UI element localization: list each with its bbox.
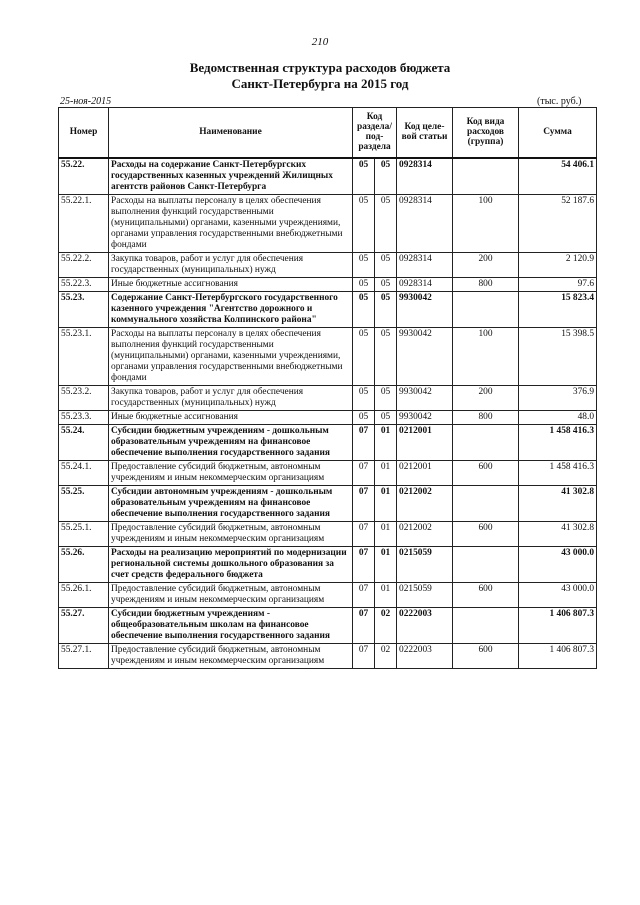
- row-section-code: 05: [353, 252, 375, 277]
- row-section-code: 07: [353, 643, 375, 668]
- row-name: Предоставление субсидий бюджетным, автономным учреждениям и иным некоммерческим организациям: [109, 643, 353, 668]
- row-sum: 1 458 416.3: [519, 460, 597, 485]
- row-number: 55.24.1.: [59, 460, 109, 485]
- budget-table: [58, 107, 597, 669]
- table-header-row: [59, 108, 597, 158]
- table-row: [59, 291, 597, 327]
- row-number: 55.22.: [59, 158, 109, 195]
- row-section-code: 07: [353, 582, 375, 607]
- header-section: Код раздела/ под-раздела: [353, 108, 397, 158]
- row-expense-type-code: 100: [453, 327, 519, 385]
- row-article-code: 0215059: [397, 546, 453, 582]
- row-expense-type-code: [453, 291, 519, 327]
- row-sum: 52 187.6: [519, 194, 597, 252]
- row-subsection-code: 05: [375, 410, 397, 424]
- row-name: Закупка товаров, работ и услуг для обеспечения государственных (муниципальных) нужд: [109, 252, 353, 277]
- row-number: 55.25.: [59, 485, 109, 521]
- row-article-code: 0212001: [397, 460, 453, 485]
- row-article-code: 0928314: [397, 158, 453, 195]
- row-name: Закупка товаров, работ и услуг для обеспечения государственных (муниципальных) нужд: [109, 385, 353, 410]
- document-date: 25-ноя-2015: [60, 96, 112, 107]
- row-article-code: 9930042: [397, 385, 453, 410]
- row-article-code: 0212001: [397, 424, 453, 460]
- row-section-code: 05: [353, 158, 375, 195]
- row-expense-type-code: 600: [453, 582, 519, 607]
- row-section-code: 05: [353, 385, 375, 410]
- header-name: Наименование: [109, 108, 353, 158]
- row-article-code: 9930042: [397, 327, 453, 385]
- row-subsection-code: 05: [375, 291, 397, 327]
- row-name: Субсидии бюджетным учреждениям - дошкольным образовательным учреждениям на финансовое обеспечение выполнения государственного задания: [109, 424, 353, 460]
- row-section-code: 07: [353, 546, 375, 582]
- row-section-code: 05: [353, 277, 375, 291]
- row-sum: 15 823.4: [519, 291, 597, 327]
- header-article: Код целе-вой статьи: [397, 108, 453, 158]
- row-sum: 41 302.8: [519, 521, 597, 546]
- row-expense-type-code: [453, 607, 519, 643]
- row-name: Расходы на содержание Санкт-Петербургских государственных казенных учреждений Жилищных агентств районов Санкт-Петербурга: [109, 158, 353, 195]
- row-name: Расходы на выплаты персоналу в целях обеспечения выполнения функций государственными (муниципальными) органами, казенными учреждениями, органами управления государственными внебюджетными фондами: [109, 327, 353, 385]
- title-line-1: Ведомственная структура расходов бюджета: [189, 60, 451, 75]
- row-article-code: 0212002: [397, 485, 453, 521]
- table-row: [59, 643, 597, 668]
- row-name: Предоставление субсидий бюджетным, автономным учреждениям и иным некоммерческим организациям: [109, 521, 353, 546]
- title-line-2: Санкт-Петербурга на 2015 год: [231, 76, 409, 91]
- row-article-code: 0212002: [397, 521, 453, 546]
- row-number: 55.26.: [59, 546, 109, 582]
- row-sum: 1 406 807.3: [519, 643, 597, 668]
- row-name: Расходы на выплаты персоналу в целях обеспечения выполнения функций государственными (муниципальными) органами, казенными учреждениями, органами управления государственными внебюджетными фондами: [109, 194, 353, 252]
- row-expense-type-code: 600: [453, 521, 519, 546]
- table-row: [59, 410, 597, 424]
- row-subsection-code: 05: [375, 194, 397, 252]
- row-number: 55.23.1.: [59, 327, 109, 385]
- row-section-code: 05: [353, 410, 375, 424]
- row-expense-type-code: 600: [453, 460, 519, 485]
- row-section-code: 05: [353, 327, 375, 385]
- row-article-code: 0222003: [397, 607, 453, 643]
- row-section-code: 07: [353, 460, 375, 485]
- table-row: [59, 521, 597, 546]
- row-subsection-code: 01: [375, 546, 397, 582]
- row-name: Иные бюджетные ассигнования: [109, 410, 353, 424]
- row-section-code: 07: [353, 424, 375, 460]
- row-number: 55.26.1.: [59, 582, 109, 607]
- row-sum: 48.0: [519, 410, 597, 424]
- table-row: [59, 546, 597, 582]
- row-name: Субсидии автономным учреждениям - дошкольным образовательным учреждениям на финансовое обеспечение выполнения государственного задания: [109, 485, 353, 521]
- row-subsection-code: 01: [375, 582, 397, 607]
- row-subsection-code: 01: [375, 485, 397, 521]
- row-name: Расходы на реализацию мероприятий по модернизации региональной системы дошкольного образования за счет средств федерального бюджета: [109, 546, 353, 582]
- row-sum: 41 302.8: [519, 485, 597, 521]
- header-expense-type: Код вида расходов (группа): [453, 108, 519, 158]
- table-row: [59, 277, 597, 291]
- row-subsection-code: 05: [375, 277, 397, 291]
- row-section-code: 05: [353, 291, 375, 327]
- row-expense-type-code: 600: [453, 643, 519, 668]
- row-sum: 376.9: [519, 385, 597, 410]
- row-sum: 43 000.0: [519, 546, 597, 582]
- row-number: 55.27.1.: [59, 643, 109, 668]
- table-body: [59, 158, 597, 669]
- row-subsection-code: 05: [375, 327, 397, 385]
- table-row: [59, 194, 597, 252]
- units-label: (тыс. руб.): [537, 96, 582, 107]
- row-name: Субсидии бюджетным учреждениям - общеобразовательным школам на финансовое обеспечение выполнения государственного задания: [109, 607, 353, 643]
- row-subsection-code: 02: [375, 643, 397, 668]
- row-number: 55.23.: [59, 291, 109, 327]
- row-number: 55.22.2.: [59, 252, 109, 277]
- row-article-code: 0928314: [397, 277, 453, 291]
- table-row: [59, 252, 597, 277]
- row-number: 55.23.2.: [59, 385, 109, 410]
- row-article-code: 9930042: [397, 410, 453, 424]
- row-section-code: 07: [353, 607, 375, 643]
- row-section-code: 05: [353, 194, 375, 252]
- table-row: [59, 485, 597, 521]
- row-article-code: 0222003: [397, 643, 453, 668]
- row-article-code: 0928314: [397, 252, 453, 277]
- row-sum: 1 406 807.3: [519, 607, 597, 643]
- table-row: [59, 424, 597, 460]
- row-section-code: 07: [353, 485, 375, 521]
- row-number: 55.22.1.: [59, 194, 109, 252]
- row-article-code: 9930042: [397, 291, 453, 327]
- row-sum: 15 398.5: [519, 327, 597, 385]
- header-sum: Сумма: [519, 108, 597, 158]
- row-article-code: 0215059: [397, 582, 453, 607]
- table-row: [59, 327, 597, 385]
- row-number: 55.24.: [59, 424, 109, 460]
- row-sum: 97.6: [519, 277, 597, 291]
- table-row: [59, 460, 597, 485]
- header-number: Номер: [59, 108, 109, 158]
- row-expense-type-code: [453, 485, 519, 521]
- row-name: Предоставление субсидий бюджетным, автономным учреждениям и иным некоммерческим организациям: [109, 582, 353, 607]
- row-expense-type-code: [453, 546, 519, 582]
- row-subsection-code: 05: [375, 385, 397, 410]
- row-subsection-code: 02: [375, 607, 397, 643]
- row-subsection-code: 01: [375, 521, 397, 546]
- row-sum: 1 458 416.3: [519, 424, 597, 460]
- row-article-code: 0928314: [397, 194, 453, 252]
- row-name: Содержание Санкт-Петербургского государственного казенного учреждения "Агентство дорожного и коммунального хозяйства Колпинского района": [109, 291, 353, 327]
- row-expense-type-code: 800: [453, 410, 519, 424]
- row-sum: 2 120.9: [519, 252, 597, 277]
- document-title: [0, 60, 640, 92]
- row-section-code: 07: [353, 521, 375, 546]
- row-number: 55.22.3.: [59, 277, 109, 291]
- table-row: [59, 582, 597, 607]
- row-expense-type-code: [453, 424, 519, 460]
- row-subsection-code: 05: [375, 158, 397, 195]
- row-name: Иные бюджетные ассигнования: [109, 277, 353, 291]
- row-expense-type-code: 200: [453, 385, 519, 410]
- row-number: 55.25.1.: [59, 521, 109, 546]
- row-number: 55.23.3.: [59, 410, 109, 424]
- row-expense-type-code: 800: [453, 277, 519, 291]
- row-subsection-code: 01: [375, 424, 397, 460]
- table-row: [59, 607, 597, 643]
- row-sum: 54 406.1: [519, 158, 597, 195]
- row-sum: 43 000.0: [519, 582, 597, 607]
- row-subsection-code: 01: [375, 460, 397, 485]
- row-subsection-code: 05: [375, 252, 397, 277]
- row-number: 55.27.: [59, 607, 109, 643]
- table-row: [59, 385, 597, 410]
- row-expense-type-code: [453, 158, 519, 195]
- page-number: 210: [311, 36, 329, 48]
- table-row: [59, 158, 597, 195]
- row-name: Предоставление субсидий бюджетным, автономным учреждениям и иным некоммерческим организациям: [109, 460, 353, 485]
- row-expense-type-code: 100: [453, 194, 519, 252]
- row-expense-type-code: 200: [453, 252, 519, 277]
